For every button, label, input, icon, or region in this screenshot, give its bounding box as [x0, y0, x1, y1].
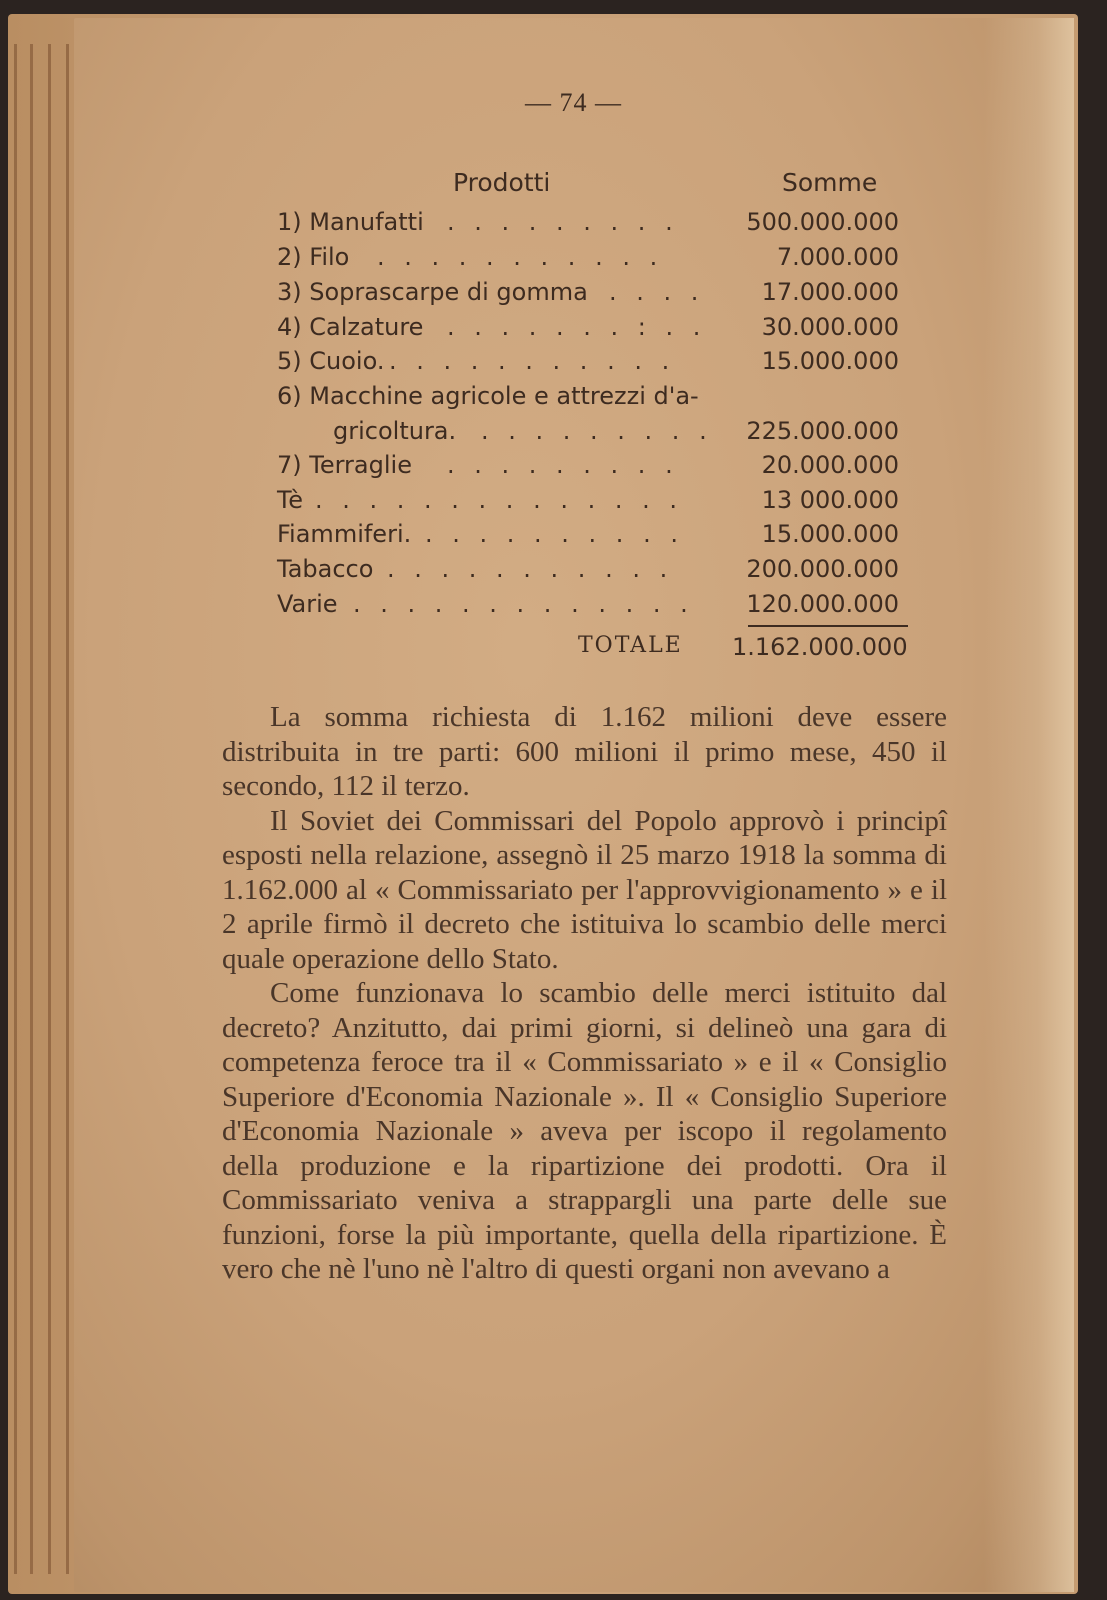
total-label: TOTALE — [578, 633, 683, 658]
row-amount: 7.000.000 — [776, 243, 899, 271]
stack-line — [14, 44, 17, 1574]
table-row — [277, 278, 907, 312]
leader-dots: . . . . . . . . . — [481, 417, 713, 445]
stack-line — [30, 44, 33, 1574]
table-row — [277, 555, 907, 589]
paragraph: Come funzionava lo scambio delle merci istituito dal decreto? Anzitutto, dai primi giorni, si delineò una gara di competenza feroce tra il « Commissariato » e il « Consiglio Superiore d'Economia Nazionale ». Il « Consiglio Superiore d'Economia Nazionale » aveva per iscopo il regolamento della produzione e la ripartizione dei prodotti. Ora il Commissariato veniva a strappargli una parte delle sue funzioni, forse la più importante, quella della ripartizione. È vero che nè l'uno nè l'altro di questi organi non avevano a — [222, 977, 947, 1285]
leader-dots: . . . . . . . : . . — [447, 313, 707, 341]
table-row — [277, 243, 907, 277]
table-row — [277, 382, 907, 416]
row-label: 6) Macchine agricole e attrezzi d'a- — [277, 382, 699, 410]
table-row — [277, 486, 907, 520]
table-row — [277, 347, 907, 381]
row-label: gricoltura. — [333, 417, 457, 445]
row-label: 7) Terraglie — [277, 451, 412, 479]
body-text — [222, 700, 947, 1287]
row-amount: 30.000.000 — [761, 313, 899, 341]
row-amount: 120.000.000 — [746, 590, 899, 618]
table-row — [277, 208, 907, 242]
leader-dots: . . . . . . . . . . . — [377, 243, 664, 271]
row-amount: 17.000.000 — [761, 278, 899, 306]
total-amount: 1.162.000.000 — [732, 633, 908, 661]
table-row — [333, 417, 907, 451]
row-label: Varie — [277, 590, 338, 618]
page-edge-highlight — [984, 18, 1074, 1592]
row-amount: 500.000.000 — [746, 208, 899, 236]
row-label: 1) Manufatti — [277, 208, 424, 236]
table-header-sums: Somme — [782, 168, 878, 197]
leader-dots: . . . . . . . . . — [447, 208, 679, 236]
row-amount: 15.000.000 — [761, 347, 899, 375]
table-row — [277, 313, 907, 347]
page-number: — 74 — — [525, 88, 622, 117]
leader-dots: . . . . . . . . . . . — [387, 555, 674, 583]
table-row — [277, 451, 907, 485]
row-label: 3) Soprascarpe di gomma — [277, 278, 588, 306]
row-amount: 20.000.000 — [761, 451, 899, 479]
row-label: Fiammiferi. — [277, 520, 412, 548]
stack-line — [48, 44, 51, 1574]
row-label: 4) Calzature — [277, 313, 424, 341]
leader-dots: . . . . . . . . . . — [425, 520, 684, 548]
leader-dots: . . . . — [609, 278, 705, 306]
stack-line — [66, 44, 69, 1574]
table-header-products: Prodotti — [453, 168, 551, 197]
paragraph: Il Soviet dei Commissari del Popolo approvò i principî esposti nella relazione, assegnò il 25 marzo 1918 la somma di 1.162.000 al « Commissariato per l'approvvigionamento » e il 2 aprile firmò il decreto che istituiva lo scambio delle merci quale operazione dello Stato. — [222, 804, 947, 975]
table-row — [277, 520, 907, 554]
row-amount: 225.000.000 — [746, 417, 899, 445]
row-label: 5) Cuoio. — [277, 347, 385, 375]
leader-dots: . . . . . . . . . . . . . . — [315, 486, 683, 514]
row-amount: 200.000.000 — [746, 555, 899, 583]
leader-dots: . . . . . . . . . . . — [389, 347, 676, 375]
row-label: Tabacco — [277, 555, 374, 583]
table-row — [277, 590, 907, 624]
total-rule — [748, 625, 908, 627]
leader-dots: . . . . . . . . . — [447, 451, 679, 479]
row-amount: 15.000.000 — [761, 520, 899, 548]
paragraph: La somma richiesta di 1.162 milioni deve essere distribuita in tre parti: 600 milioni il primo mese, 450 il secondo, 112 il terzo. — [222, 701, 947, 802]
row-label: Tè — [277, 486, 304, 514]
row-amount: 13 000.000 — [761, 486, 899, 514]
leader-dots: . . . . . . . . . . . . . — [353, 590, 694, 618]
row-label: 2) Filo — [277, 243, 350, 271]
